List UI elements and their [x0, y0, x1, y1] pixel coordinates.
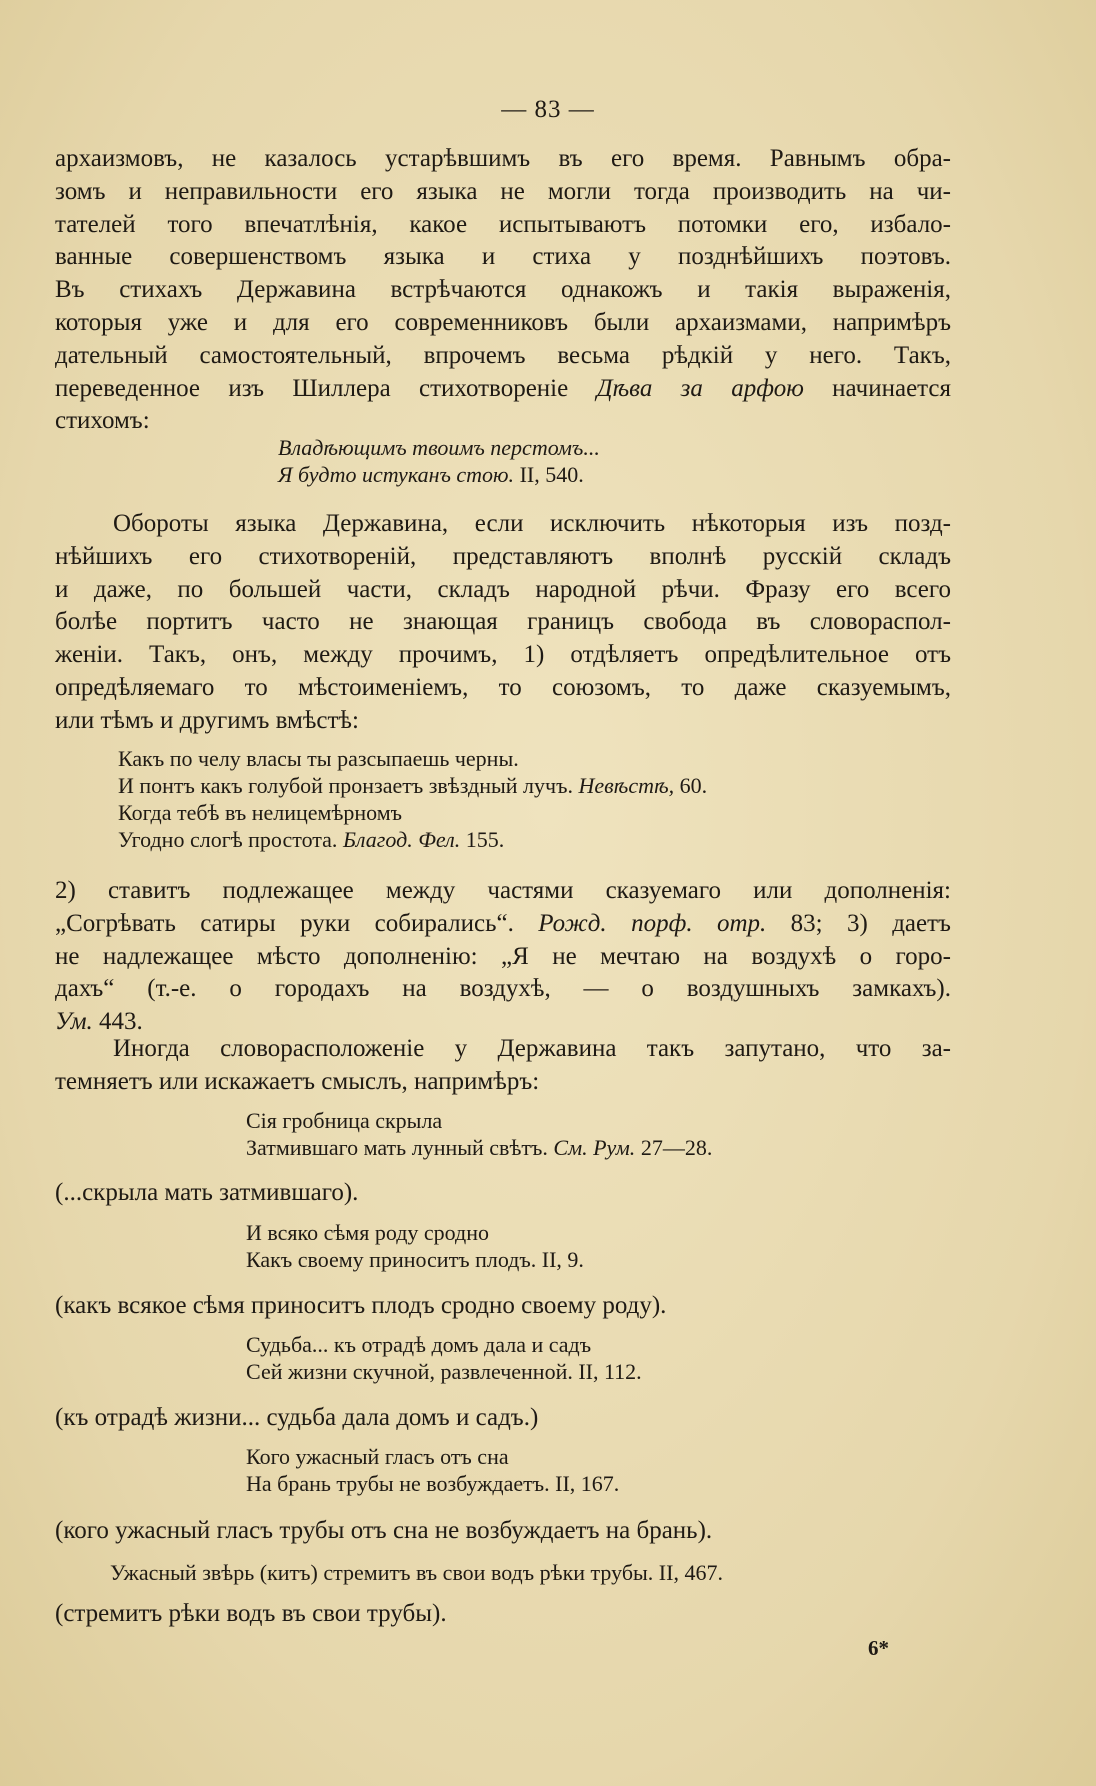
v3-text: Сія гробница скрыла — [246, 1108, 443, 1133]
v2-text: 60. — [674, 773, 708, 798]
p3-line — [55, 908, 951, 941]
v3-line — [246, 1134, 1096, 1161]
v2-text: Какъ по челу власы ты разсыпаешь черны. — [118, 746, 519, 771]
gloss-2: (какъ всякое сѣмя приноситъ плодъ сродно своему роду). — [55, 1292, 667, 1319]
v1-line — [278, 461, 1096, 488]
page-number: — 83 — — [501, 96, 595, 123]
p3-line: 2) ставитъ подлежащее между частями сказуемаго или дополненія: — [55, 877, 951, 904]
v2-line — [118, 799, 1014, 826]
v4-line — [246, 1246, 1096, 1273]
v2-text: И понтъ какъ голубой пронзаетъ звѣздный лучъ. — [118, 773, 579, 798]
v5-line — [246, 1358, 1096, 1385]
v2-text: 155. — [460, 827, 505, 852]
p1-line: ванные совершенствомъ языка и стиха у позднѣйшихъ поэтовъ. — [55, 243, 951, 271]
p1-text: переведенное изъ Шиллера стихотвореніе — [55, 374, 597, 402]
v5-line — [246, 1331, 1096, 1358]
v1-italic: Я будто истуканъ стою. — [278, 462, 515, 487]
v4-text: Какъ своему приноситъ плодъ. II, 9. — [246, 1247, 584, 1272]
v6-line — [246, 1443, 1096, 1470]
v2-line — [118, 772, 1014, 799]
v3-text: Затмившаго мать лунный свѣтъ. — [246, 1135, 554, 1160]
p2-line: женіи. Такъ, онъ, между прочимъ, 1) отдѣляетъ опредѣлительное отъ — [55, 641, 951, 669]
printer-signature: 6* — [868, 1636, 889, 1660]
v2-line — [118, 826, 1014, 853]
p3-line: не надлежащее мѣсто дополненію: „Я не мечтаю на воздухѣ о горо- — [55, 942, 951, 970]
v1-text: II, 540. — [514, 462, 584, 487]
p1-line: зомъ и неправильности его языка не могли тогда производить на чи- — [55, 177, 951, 205]
v1-line — [278, 434, 1096, 461]
v5-text: Сей жизни скучной, развлеченной. II, 112. — [246, 1359, 642, 1384]
verse-4 — [246, 1219, 1096, 1273]
v2-text: Угодно слогѣ простота. — [118, 827, 343, 852]
p1-line: стихомъ: — [55, 407, 150, 435]
v4-text: И всяко сѣмя роду сродно — [246, 1220, 490, 1245]
gloss-4: (кого ужасный гласъ трубы отъ сна не возбуждаетъ на брань). — [55, 1517, 713, 1544]
p1-line: дательный самостоятельный, впрочемъ весьма рѣдкій у него. Такъ, — [55, 341, 951, 369]
p3-text: 443. — [92, 1008, 143, 1036]
p2-line: опредѣляемаго то мѣстоименіемъ, то союзомъ, то даже сказуемымъ, — [55, 673, 951, 701]
p4-line: Иногда словорасположеніе у Державина такъ запутано, что за- — [113, 1035, 951, 1062]
v1-italic: Владѣющимъ твоимъ перстомъ... — [278, 435, 600, 460]
paragraph-4 — [55, 1033, 951, 1099]
gloss-3: (къ отрадѣ жизни... судьба дала домъ и садъ.) — [55, 1404, 539, 1431]
p1-line: архаизмовъ, не казалось устарѣвшимъ въ его время. Равнымъ обра- — [55, 145, 951, 172]
v3-italic: См. Рум. — [553, 1135, 636, 1160]
paragraph-1 — [55, 143, 951, 438]
p1-line: которыя уже и для его современниковъ были архаизмами, напримѣръ — [55, 308, 951, 336]
v3-text: 27—28. — [635, 1135, 713, 1160]
p3-text: 83; 3) даетъ — [766, 909, 951, 937]
gloss-5: (стремитъ рѣки водъ въ свои трубы). — [55, 1600, 447, 1627]
p2-line: нѣйшихъ его стихотвореній, представляютъ вполнѣ русскій складъ — [55, 542, 951, 570]
verse-6 — [246, 1443, 1096, 1497]
verse-7: Ужасный звѣрь (китъ) стремитъ въ свои водъ рѣки трубы. II, 467. — [110, 1560, 723, 1585]
verse-2 — [118, 745, 1014, 853]
v6-text: Кого ужасный гласъ отъ сна — [246, 1444, 509, 1469]
p2-line: и даже, по большей части, складъ народной рѣчи. Фразу его всего — [55, 575, 951, 603]
p1-line: тателей того впечатлѣнія, какое испытываютъ потомки его, избало- — [55, 210, 951, 238]
p2-line: Обороты языка Державина, если исключить нѣкоторыя изъ позд- — [113, 510, 951, 537]
v2-italic: Невѣстѣ, — [578, 773, 675, 798]
p3-italic: Рожд. порф. отр. — [538, 909, 767, 937]
verse-3 — [246, 1107, 1096, 1161]
p3-italic: Ум. — [55, 1008, 93, 1036]
p2-line: или тѣмъ и другимъ вмѣстѣ: — [55, 706, 359, 734]
gloss-1: (...скрыла мать затмившаго). — [55, 1179, 359, 1206]
verse-5 — [246, 1331, 1096, 1385]
v3-line — [246, 1107, 1096, 1134]
v6-line — [246, 1470, 1096, 1497]
p3-text: „Согрѣвать сатиры руки собирались“. — [55, 909, 539, 937]
paragraph-3 — [55, 875, 951, 1039]
v2-italic: Благод. Фел. — [342, 827, 461, 852]
p2-line: болѣе портитъ часто не знающая границъ свобода въ словораспол- — [55, 608, 951, 636]
v2-text: Когда тебѣ въ нелицемѣрномъ — [118, 800, 403, 825]
p1-text: начинается — [803, 374, 951, 402]
verse-1 — [278, 434, 1096, 488]
p1-line — [55, 373, 951, 406]
v6-text: На брань трубы не возбуждаетъ. II, 167. — [246, 1471, 620, 1496]
p1-line: Въ стихахъ Державина встрѣчаются однакожъ и такія выраженія, — [55, 276, 951, 304]
v4-line — [246, 1219, 1096, 1246]
p1-italic: Дѣва за арфою — [596, 374, 804, 402]
p4-line: темняетъ или искажаетъ смыслъ, напримѣръ: — [55, 1067, 540, 1095]
v5-text: Судьба... къ отрадѣ домъ дала и садъ — [246, 1332, 592, 1357]
p3-line: дахъ“ (т.-е. о городахъ на воздухѣ, — о воздушныхъ замкахъ). — [55, 975, 951, 1003]
v2-line — [118, 745, 1014, 772]
paragraph-2 — [55, 508, 951, 738]
